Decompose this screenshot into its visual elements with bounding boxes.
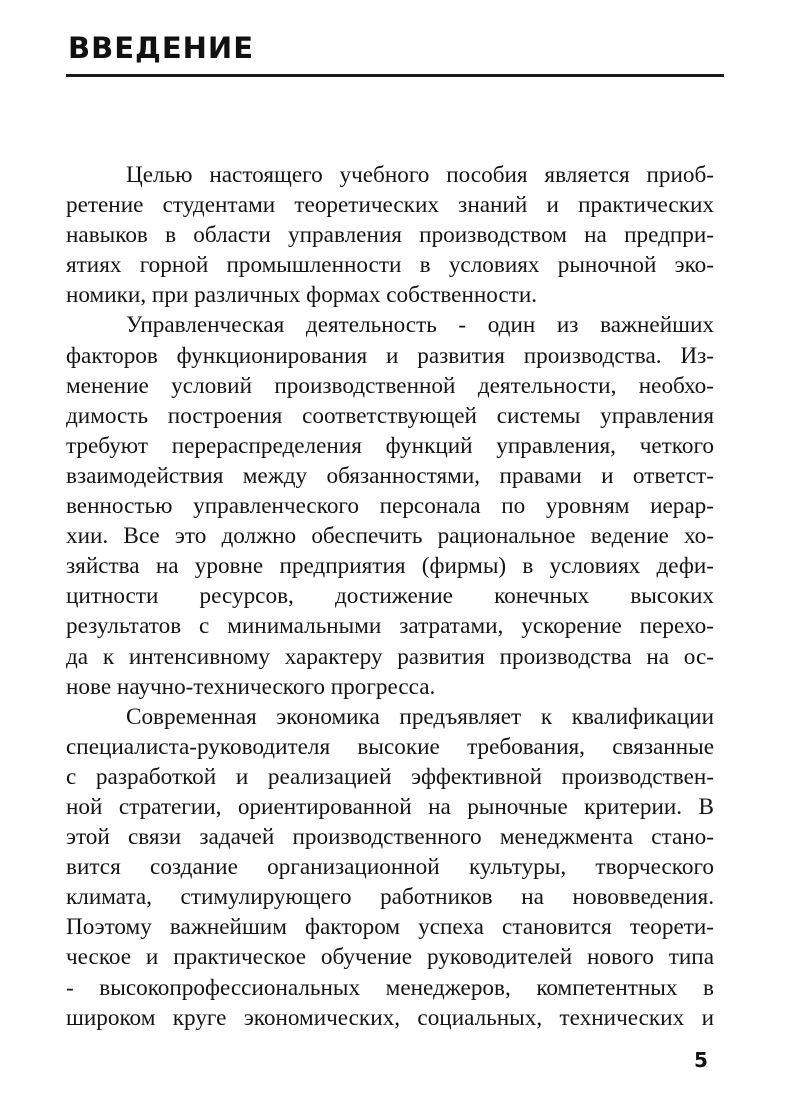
text-line: навыков в области управления производством на предпри-: [66, 222, 714, 249]
text-line: Современная экономика предъявляет к квалификации: [126, 703, 714, 730]
body-text: [66, 160, 714, 1033]
title-underline: [66, 74, 724, 77]
text-line: нове научно-технического прогресса.: [66, 673, 436, 700]
text-line: широком круге экономических, социальных, технических и: [66, 1004, 714, 1031]
text-line: хии. Все это должно обеспечить рациональное ведение хо-: [66, 523, 714, 550]
text-line: взаимодействия между обязанностями, правами и ответст-: [66, 462, 714, 489]
text-line: вится создание организационной культуры, творческого: [66, 854, 714, 881]
text-line: климата, стимулирующего работников на нововведения.: [66, 884, 714, 911]
text-line: цитности ресурсов, достижение конечных высоких: [66, 583, 714, 610]
text-line: ретение студентами теоретических знаний и практических: [66, 192, 714, 219]
text-line: зяйства на уровне предприятия (фирмы) в условиях дефи-: [66, 553, 714, 580]
text-line: факторов функционирования и развития производства. Из-: [66, 342, 714, 369]
text-line: да к интенсивному характеру развития производства на ос-: [66, 643, 714, 670]
text-line: специалиста-руководителя высокие требования, связанные: [66, 733, 714, 760]
text-line: номики, при различных формах собственности.: [66, 282, 538, 309]
text-line: ческое и практическое обучение руководителей нового типа: [66, 944, 714, 971]
text-line: менение условий производственной деятельности, необхо-: [66, 372, 714, 399]
text-line: димость построения соответствующей системы управления: [66, 402, 714, 429]
text-line: венностью управленческого персонала по уровням иерар-: [66, 493, 714, 520]
page-number: 5: [694, 1048, 708, 1072]
text-line: Поэтому важнейшим фактором успеха становится теорети-: [66, 914, 714, 941]
text-line: с разработкой и реализацией эффективной производствен-: [66, 763, 714, 790]
chapter-title: ВВЕДЕНИЕ: [68, 31, 255, 65]
text-line: этой связи задачей производственного менеджмента стано-: [66, 824, 714, 851]
text-line: требуют перераспределения функций управления, четкого: [66, 432, 714, 459]
text-line: ной стратегии, ориентированной на рыночные критерии. В: [66, 793, 714, 820]
text-line: - высокопрофессиональных менеджеров, компетентных в: [66, 974, 714, 1001]
text-line: ятиях горной промышленности в условиях рыночной эко-: [66, 252, 714, 279]
text-line: Целью настоящего учебного пособия является приоб-: [126, 162, 714, 188]
text-line: результатов с минимальными затратами, ускорение перехо-: [66, 613, 714, 640]
text-line: Управленческая деятельность - один из важнейших: [126, 312, 714, 339]
